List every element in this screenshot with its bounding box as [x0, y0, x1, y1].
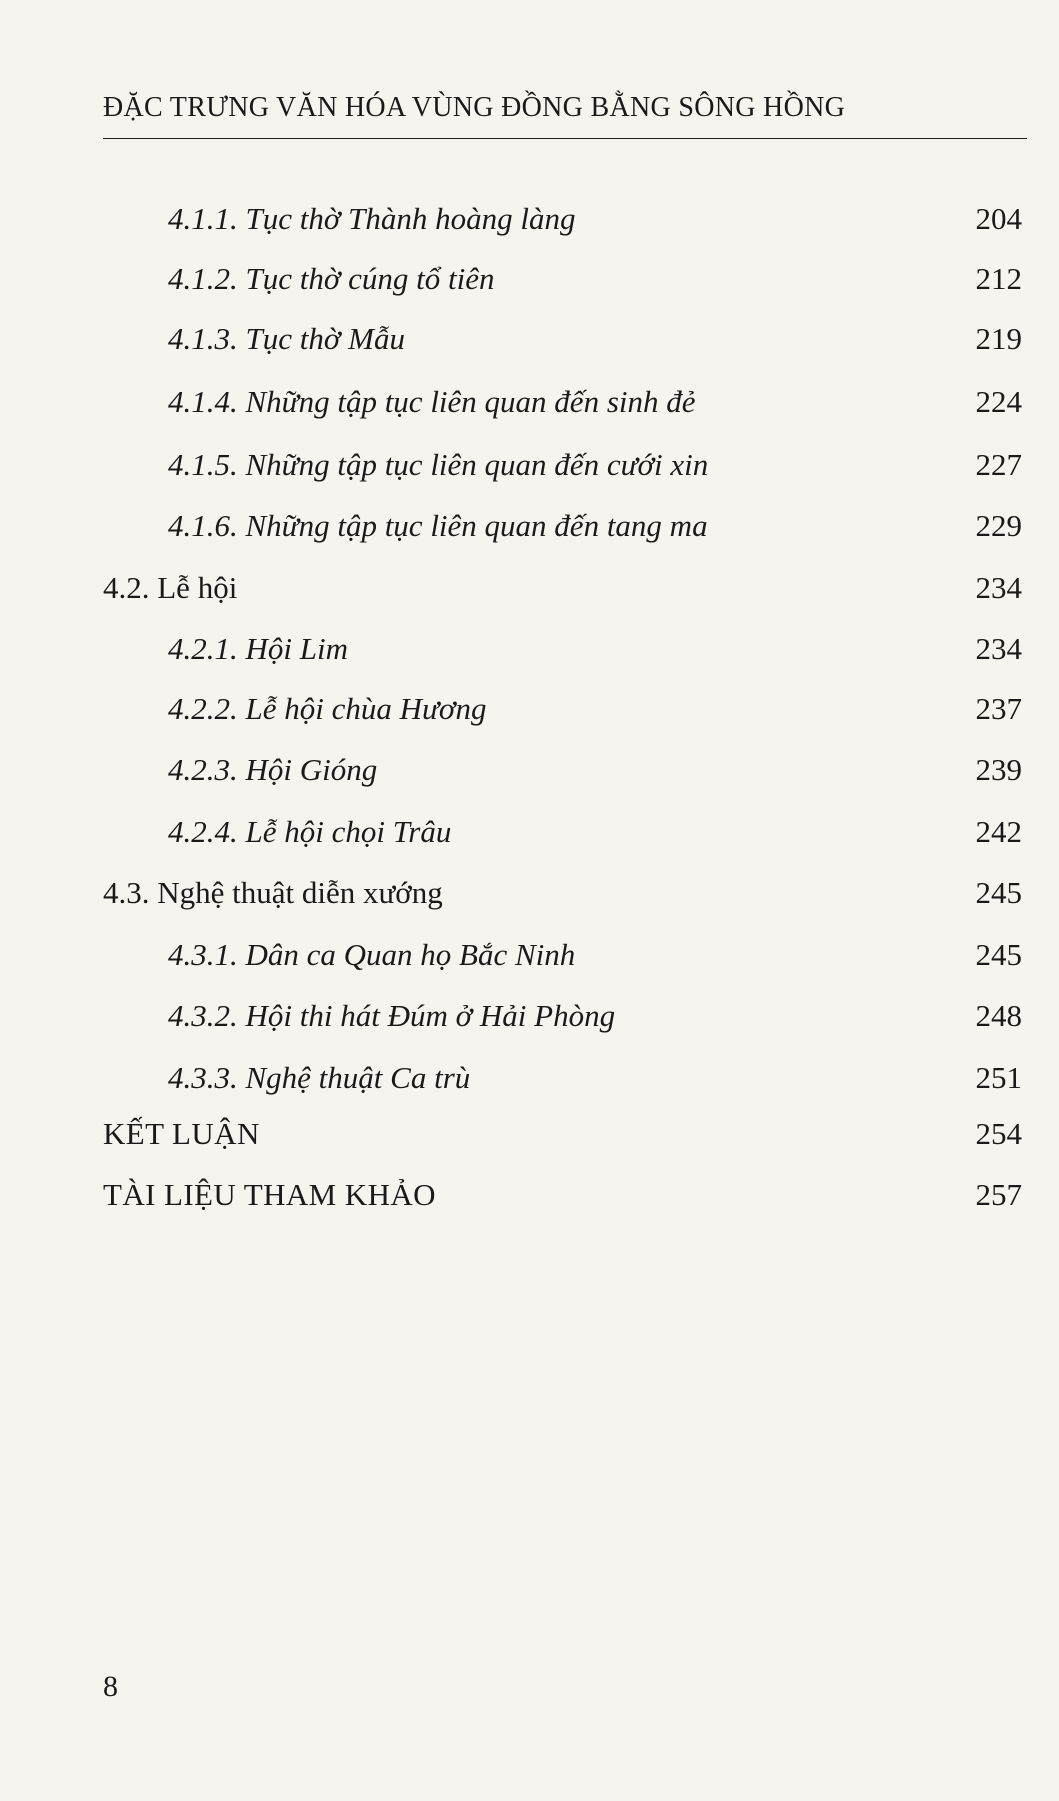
toc-entry-title: 4.2.4. Lễ hội chọi Trâu [168, 814, 452, 849]
header-rule [103, 138, 1027, 139]
toc-entry [0, 750, 1059, 790]
toc-entry [0, 568, 1059, 608]
toc-entry [0, 873, 1059, 913]
toc-entry [0, 629, 1059, 669]
toc-entry [0, 1175, 1059, 1215]
toc-entry-page: 239 [975, 752, 1022, 787]
toc-entry [0, 199, 1059, 239]
toc-entry-title: 4.1.4. Những tập tục liên quan đến sinh đẻ [168, 384, 696, 419]
toc-entry-title: 4.1.6. Những tập tục liên quan đến tang ma [168, 508, 708, 543]
toc-entry [0, 319, 1059, 359]
toc-entry [0, 445, 1059, 485]
toc-entry-page: 224 [975, 384, 1022, 419]
toc-entry-page: 219 [975, 321, 1022, 356]
toc-entry-page: 257 [975, 1177, 1022, 1212]
toc-entry-page: 245 [975, 937, 1022, 972]
toc-entry-page: 234 [975, 631, 1022, 666]
toc-entry [0, 1114, 1059, 1154]
toc-entry-title: 4.1.1. Tục thờ Thành hoàng làng [168, 201, 576, 236]
toc-entry-title: 4.2.3. Hội Gióng [168, 752, 378, 787]
toc-entry-title: 4.2.2. Lễ hội chùa Hương [168, 691, 487, 726]
toc-entry-page: 204 [975, 201, 1022, 236]
toc-entry-title: 4.1.5. Những tập tục liên quan đến cưới xin [168, 447, 709, 482]
toc-entry-title: 4.2. Lễ hội [103, 570, 238, 605]
toc-entry-page: 212 [975, 261, 1022, 296]
toc-entry [0, 996, 1059, 1036]
toc-entry [0, 812, 1059, 852]
toc-entry-page: 245 [975, 875, 1022, 910]
toc-entry-page: 251 [975, 1060, 1022, 1095]
toc-entry-page: 227 [975, 447, 1022, 482]
toc-entry-title: KẾT LUẬN [103, 1116, 260, 1151]
toc-entry-page: 254 [975, 1116, 1022, 1151]
toc-entry-page: 248 [975, 998, 1022, 1033]
toc-entry [0, 382, 1059, 422]
toc-entry [0, 689, 1059, 729]
toc-entry-title: 4.1.3. Tục thờ Mẫu [168, 321, 405, 356]
toc-entry-page: 229 [975, 508, 1022, 543]
toc-entry [0, 935, 1059, 975]
toc-entry-title: TÀI LIỆU THAM KHẢO [103, 1177, 436, 1212]
toc-entry-title: 4.3.1. Dân ca Quan họ Bắc Ninh [168, 937, 576, 972]
running-header: ĐẶC TRƯNG VĂN HÓA VÙNG ĐỒNG BẰNG SÔNG HỒNG [103, 92, 846, 123]
toc-entry-title: 4.3. Nghệ thuật diễn xướng [103, 875, 443, 910]
page-number: 8 [103, 1670, 118, 1703]
toc-entry [0, 259, 1059, 299]
toc-entry-title: 4.2.1. Hội Lim [168, 631, 348, 666]
toc-entry-title: 4.1.2. Tục thờ cúng tổ tiên [168, 261, 495, 296]
toc-entry-title: 4.3.2. Hội thi hát Đúm ở Hải Phòng [168, 998, 616, 1033]
toc-entry-page: 234 [975, 570, 1022, 605]
toc-entry [0, 1058, 1059, 1098]
toc-entry-page: 237 [975, 691, 1022, 726]
toc-entry-title: 4.3.3. Nghệ thuật Ca trù [168, 1060, 471, 1095]
toc-entry [0, 506, 1059, 546]
toc-entry-page: 242 [975, 814, 1022, 849]
